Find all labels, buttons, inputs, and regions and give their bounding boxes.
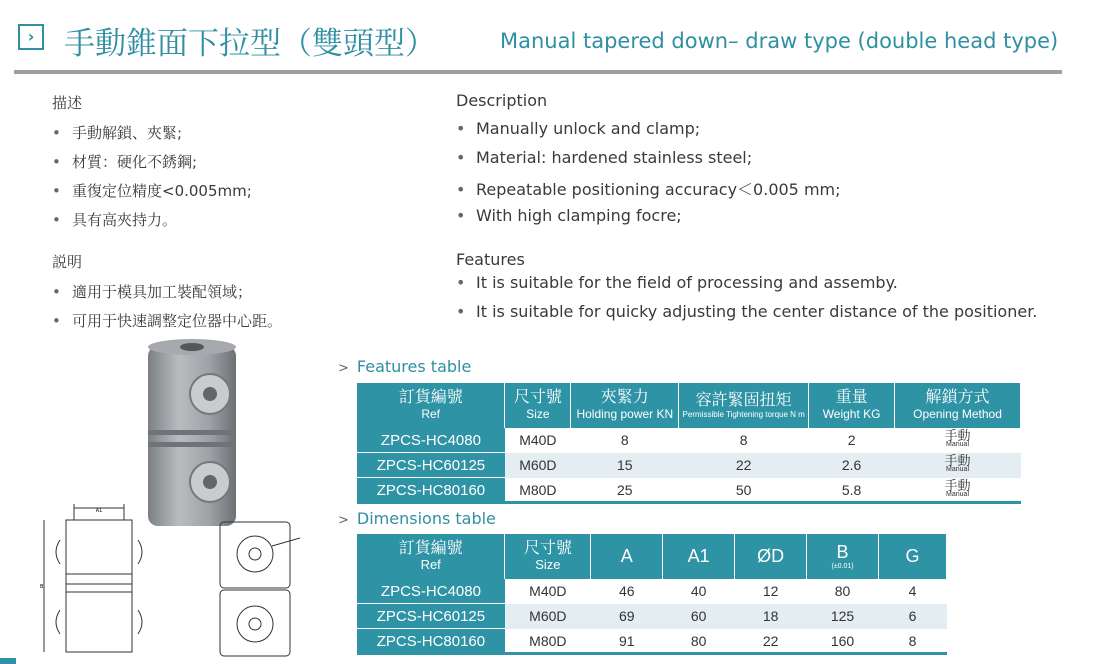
dimensions-table-title [338,509,496,528]
power-cell: 8 [571,428,679,453]
size-cell: M40D [505,579,591,604]
table-row [357,604,947,629]
column-header: 解鎖方式 Opening Method [895,383,1021,428]
dimensions-table-label: Dimensions table [356,509,496,528]
power-cell: 25 [571,478,679,503]
en-desc-item: • With high clamping focre; [456,206,841,235]
table-row [357,629,947,654]
table-row [357,453,1021,478]
column-header: 夾緊力 Holding power KN [571,383,679,428]
weight-cell: 2 [809,428,895,453]
ref-cell: ZPCS-HC4080 [357,428,505,453]
lock-cell: 手動 Manual [895,428,1021,453]
zh-desc-heading: 描述 [52,94,83,112]
dimensions-table-footer [357,652,947,655]
d-cell: 18 [735,604,807,629]
a1-cell: 80 [663,629,735,654]
size-cell: M60D [505,453,571,478]
en-features [456,250,1037,331]
zh-desc-item: • 手動解鎖、夾緊; [52,122,252,151]
b-cell: 160 [807,629,879,654]
a-cell: 69 [591,604,663,629]
zh-desc-item: • 重復定位精度<0.005mm; [52,180,252,209]
ref-cell: ZPCS-HC80160 [357,478,505,503]
column-header: ØD [735,534,807,579]
en-desc-item: • Material: hardened stainless steel; [456,148,841,177]
zh-note-item: • 適用于模具加工裝配領域； [52,281,282,310]
zh-note-item: • 可用于快速調整定位器中心距。 [52,310,282,339]
zh-note-heading: 説明 [52,253,83,271]
size-cell: M80D [505,629,591,654]
lock-cell: 手動 Manual [895,453,1021,478]
table-row [357,579,947,604]
table-row [357,428,1021,453]
lock-cell: 手動 Manual [895,478,1021,503]
features-table-label: Features table [356,357,472,376]
ref-cell: ZPCS-HC60125 [357,453,505,478]
column-header: A [591,534,663,579]
zh-desc-item: • 材質：硬化不銹鋼; [52,151,252,180]
a1-cell: 60 [663,604,735,629]
zh-description [52,92,252,238]
column-header: 尺寸號 Size [505,383,571,428]
en-desc-item: • Manually unlock and clamp; [456,119,841,148]
zh-desc-item: • 具有高夾持力。 [52,209,252,238]
features-table [357,383,1021,503]
column-header: 重量 Weight KG [809,383,895,428]
ref-cell: ZPCS-HC80160 [357,629,505,654]
column-header: 訂貨編號 Ref [357,534,505,579]
torque-cell: 8 [679,428,809,453]
features-table-title [338,357,471,376]
table-header-row [357,534,947,579]
page-title: 手動錐面下拉型（雙頭型） [64,26,436,62]
dim-b-label: B [40,584,44,590]
column-header: 訂貨編號 Ref [357,383,505,428]
a1-cell: 40 [663,579,735,604]
b-cell: 125 [807,604,879,629]
chevron-right-icon: > [338,513,349,528]
chevron-right-icon: > [338,361,349,376]
en-feat-item: • It is suitable for the field of processing and assemby. [456,273,1037,302]
g-cell: 8 [879,629,947,654]
en-description [456,91,841,235]
en-desc-item: • Repeatable positioning accuracy＜0.005 mm; [456,177,841,206]
table-header-row [357,383,1021,428]
page-marker [0,658,16,664]
table-row [357,478,1021,503]
ref-cell: ZPCS-HC60125 [357,604,505,629]
a-cell: 91 [591,629,663,654]
side-view-drawing [30,500,160,662]
zh-notes [52,251,282,339]
a-cell: 46 [591,579,663,604]
column-header: G [879,534,947,579]
size-cell: M60D [505,604,591,629]
power-cell: 15 [571,453,679,478]
en-desc-heading: Description [456,91,548,110]
column-header: A1 [663,534,735,579]
en-feat-heading: Features [456,250,525,269]
header-divider [14,70,1062,74]
features-table-footer [357,501,1021,504]
page-subtitle: Manual tapered down– draw type (double head type) [500,29,1059,53]
dim-a1-label: A1 [95,508,103,514]
b-cell: 80 [807,579,879,604]
weight-cell: 2.6 [809,453,895,478]
dimensions-table [357,534,947,654]
column-header: 尺寸號 Size [505,534,591,579]
column-header: B (±0.01) [807,534,879,579]
g-cell: 6 [879,604,947,629]
d-cell: 12 [735,579,807,604]
g-cell: 4 [879,579,947,604]
chevron-right-icon: › [18,24,44,50]
size-cell: M80D [505,478,571,503]
front-view-drawing [212,516,308,662]
d-cell: 22 [735,629,807,654]
weight-cell: 5.8 [809,478,895,503]
column-header: 容許緊固扭矩 Permissible Tightening torque N m [679,383,809,428]
torque-cell: 50 [679,478,809,503]
torque-cell: 22 [679,453,809,478]
size-cell: M40D [505,428,571,453]
en-feat-item: • It is suitable for quicky adjusting the center distance of the positioner. [456,302,1037,331]
ref-cell: ZPCS-HC4080 [357,579,505,604]
